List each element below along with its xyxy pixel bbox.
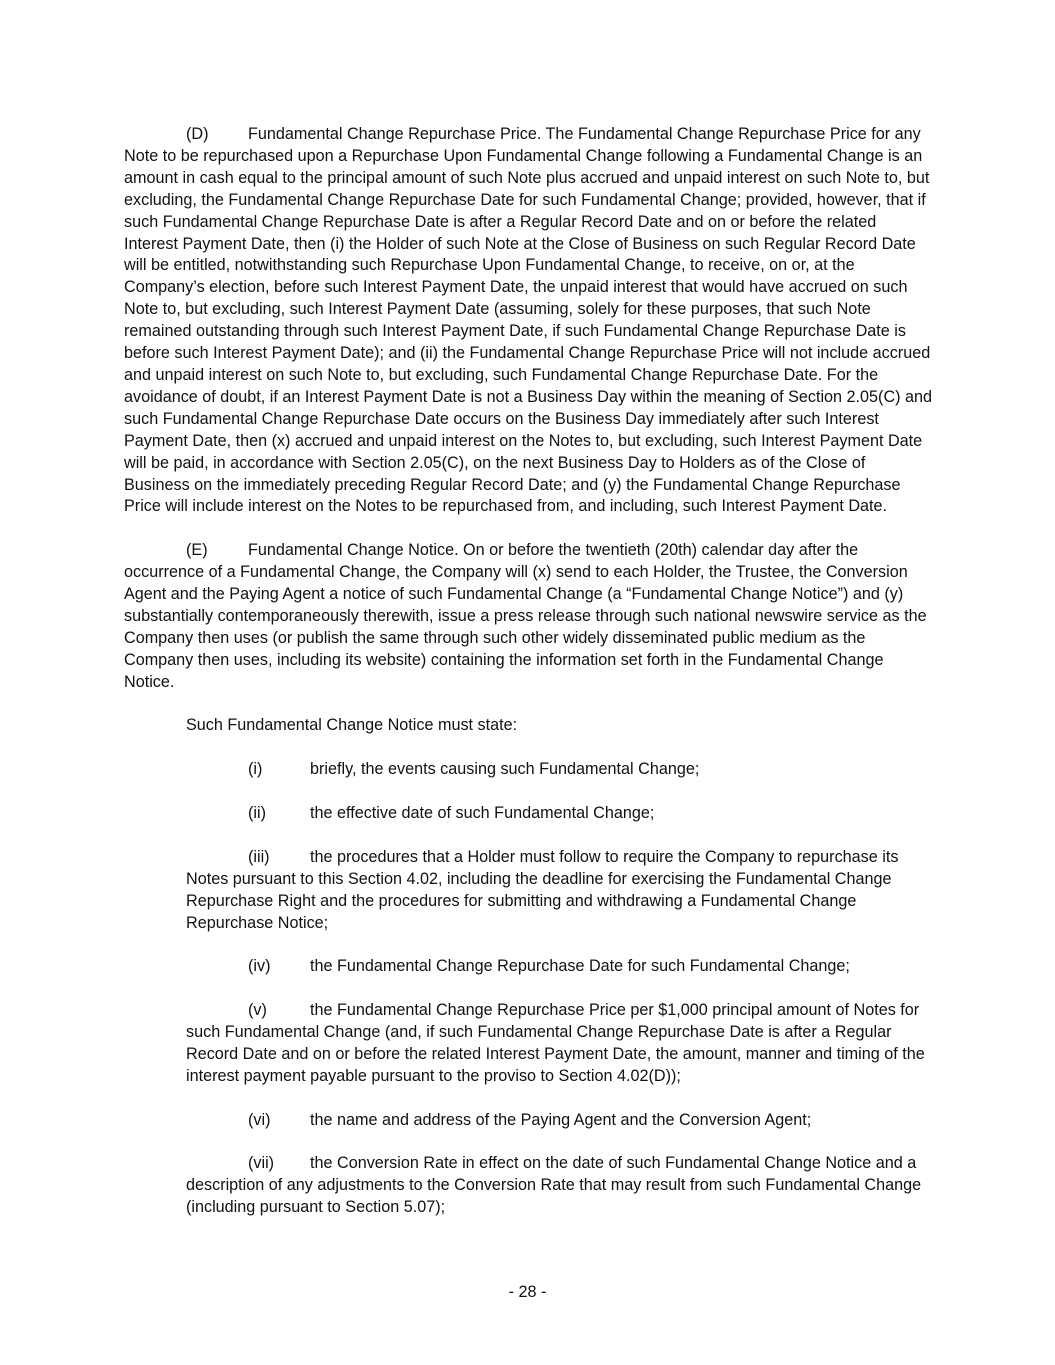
list-item-iii xyxy=(186,847,934,935)
section-e-text: Fundamental Change Notice. On or before the twentieth (20th) calendar day after the occurrence of a Fundamental Change, the Company will (x) send to each Holder, the Trustee, the Conversion Agent and the Paying Agent a notice of such Fundamental Change (a “Fundamental Change Notice”) and (y) substantially contemporaneously therewith, issue a press release through such national newswire service as the Company then uses (or publish the same through such other widely disseminated public medium as the Company then uses, including its website) containing the information set forth in the Fundamental Change Notice. xyxy=(124,541,927,691)
list-item-text: the effective date of such Fundamental Change; xyxy=(310,804,655,823)
list-item-marker: (v) xyxy=(248,1001,267,1020)
document-page xyxy=(124,124,934,1241)
list-item-text: briefly, the events causing such Fundamental Change; xyxy=(310,760,700,779)
page-number: - 28 - xyxy=(508,1283,547,1301)
list-item-marker: (vi) xyxy=(248,1110,271,1129)
list-item-text: the Fundamental Change Repurchase Price per $1,000 principal amount of Notes for such Fundamental Change (and, if such Fundamental Change Repurchase Date is after a Regular Record Date and on or before the related Interest Payment Date, the amount, manner and timing of the interest payment payable pursuant to the proviso to Section 4.02(D)); xyxy=(186,1001,925,1085)
list-item-text: the procedures that a Holder must follow to require the Company to repurchase its Notes pursuant to this Section 4.02, including the deadline for exercising the Fundamental Change Repurchase Right and the procedures for submitting and withdrawing a Fundamental Change Repurchase Notice; xyxy=(186,847,899,932)
section-e-paragraph xyxy=(124,540,934,693)
list-item-marker: (vii) xyxy=(248,1154,275,1173)
list-item-text: the Conversion Rate in effect on the date of such Fundamental Change Notice and a description of any adjustments to the Conversion Rate that may result from such Fundamental Change (including pursuant to Section 5.07); xyxy=(186,1154,922,1217)
list-item-text: the Fundamental Change Repurchase Date for such Fundamental Change; xyxy=(310,957,850,976)
list-item-text: the name and address of the Paying Agent and the Conversion Agent; xyxy=(310,1110,812,1129)
list-item-ii xyxy=(186,803,934,825)
list-item-vi xyxy=(186,1110,934,1132)
section-d-paragraph xyxy=(124,124,934,518)
list-item-marker: (ii) xyxy=(248,804,266,823)
section-d-text: Fundamental Change Repurchase Price. The Fundamental Change Repurchase Price for any Note to be repurchased upon a Repurchase Upon Fundamental Change following a Fundamental Change is an amount in cash equal to the principal amount of such Note plus accrued and unpaid interest on such Note to, but excluding, the Fundamental Change Repurchase Date for such Fundamental Change; provided, however, that if such Fundamental Change Repurchase Date is after a Regular Record Date and on or before the related Interest Payment Date, then (i) the Holder of such Note at the Close of Business on such Regular Record Date will be entitled, notwithstanding such Repurchase Upon Fundamental Change, to receive, on or, at the Company’s election, before such Interest Payment Date, the unpaid interest that would have accrued on such Note to, but excluding, such Interest Payment Date (assuming, solely for these purposes, that such Note remained outstanding through such Interest Payment Date, if such Fundamental Change Repurchase Date is before such Interest Payment Date); and (ii) the Fundamental Change Repurchase Price will not include accrued and unpaid interest on such Note to, but excluding, such Fundamental Change Repurchase Date. For the avoidance of doubt, if an Interest Payment Date is not a Business Day within the meaning of Section 2.05(C) and such Fundamental Change Repurchase Date occurs on the Business Day immediately after such Interest Payment Date, then (x) accrued and unpaid interest on the Notes to, but excluding, such Interest Payment Date will be paid, in accordance with Section 2.05(C), on the next Business Day to Holders as of the Close of Business on the immediately preceding Regular Record Date; and (y) the Fundamental Change Repurchase Price will include interest on the Notes to be repurchased from, and including, such Interest Payment Date. xyxy=(124,125,933,516)
list-item-iv xyxy=(186,956,934,978)
list-item-marker: (i) xyxy=(248,760,263,779)
list-item-vii xyxy=(186,1153,934,1219)
notice-intro: Such Fundamental Change Notice must state: xyxy=(186,716,518,735)
list-item-marker: (iv) xyxy=(248,957,271,976)
list-item-marker: (iii) xyxy=(248,847,270,866)
section-e-marker: (E) xyxy=(186,541,208,560)
list-item-v xyxy=(186,1000,934,1088)
list-item-i xyxy=(186,759,934,781)
section-d-marker: (D) xyxy=(186,125,209,143)
